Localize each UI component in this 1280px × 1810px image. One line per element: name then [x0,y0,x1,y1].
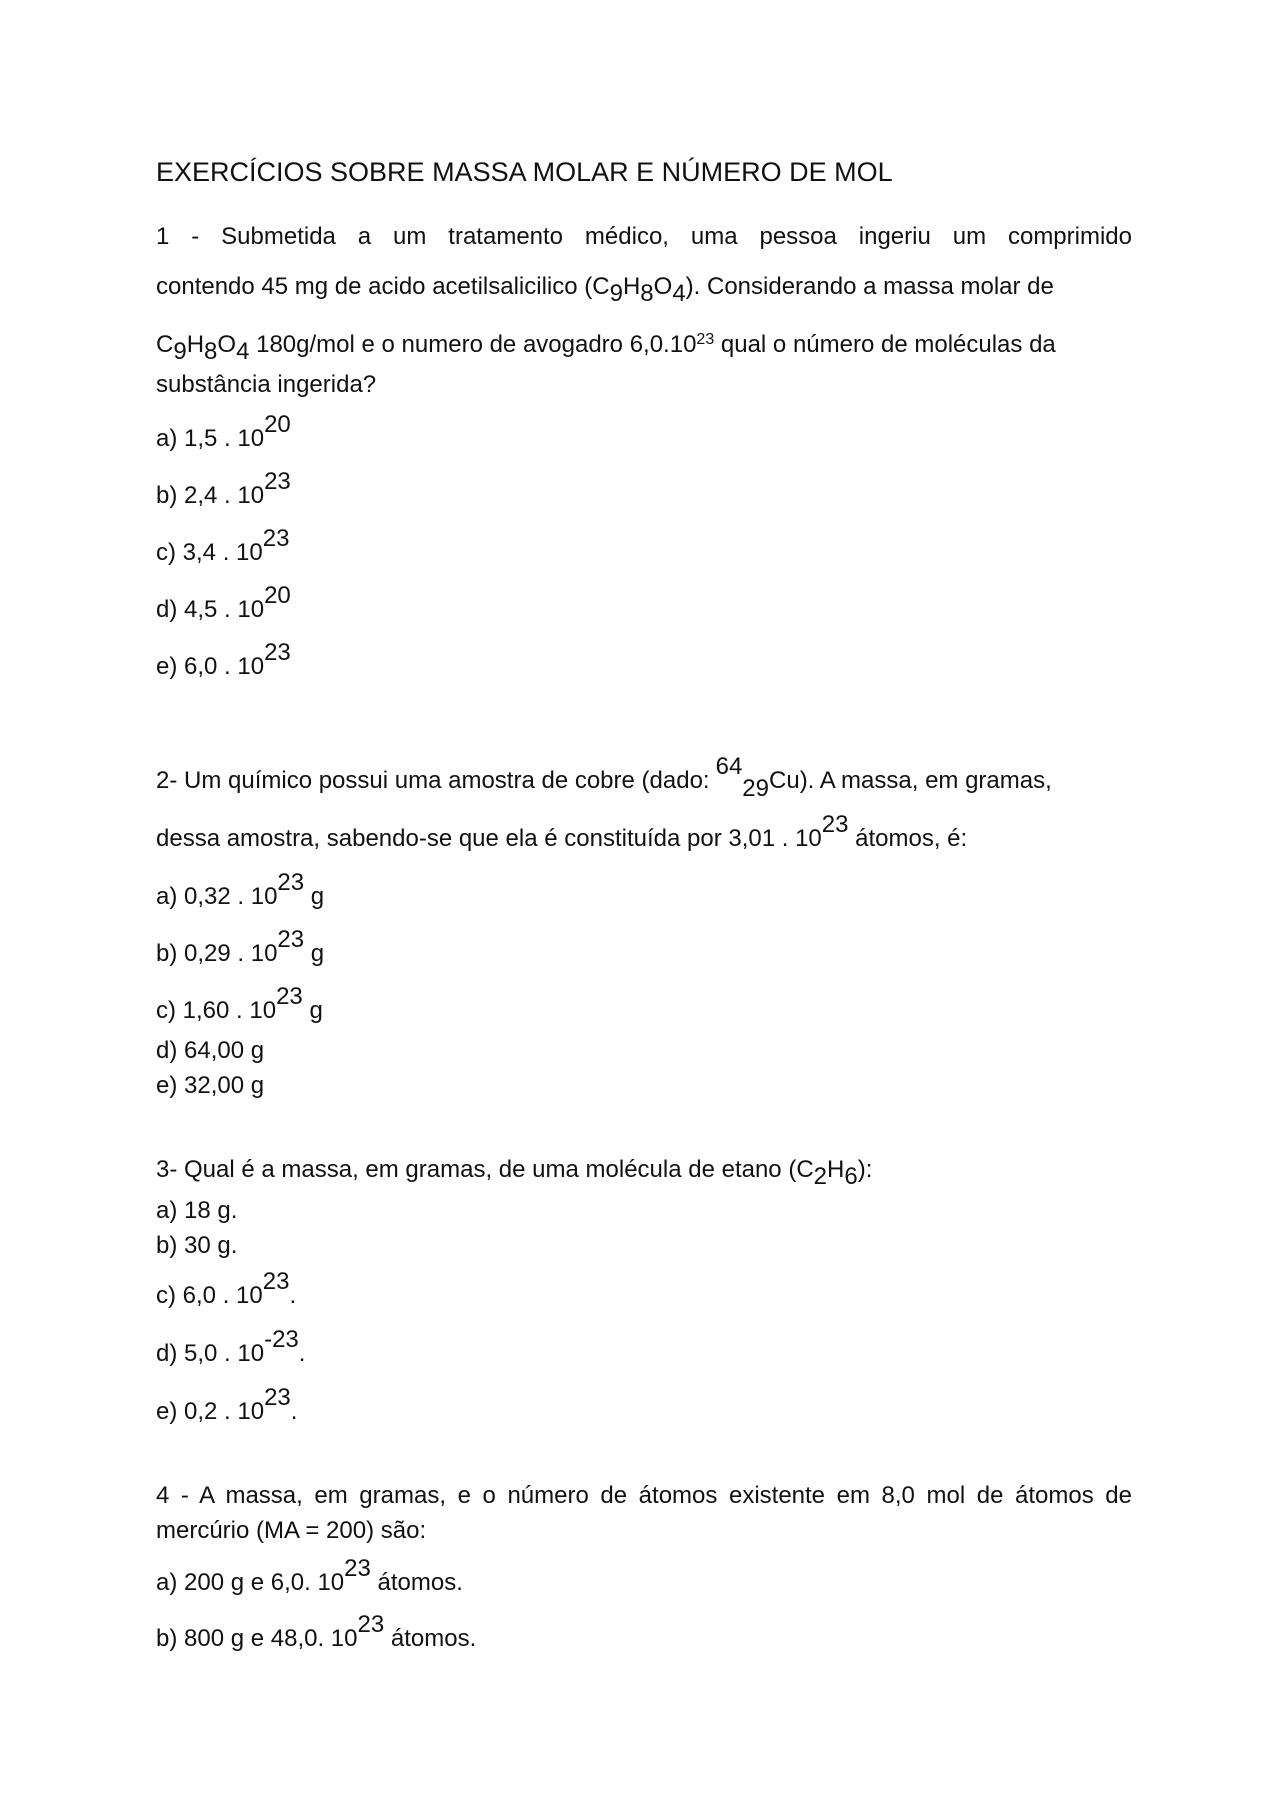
q1-line-2-text: contendo 45 mg de acido acetilsalicilico (C [156,273,610,300]
q3-option-d [156,1326,306,1369]
formula-subscript: 9 [609,280,623,307]
option-text: b) 0,29 . 10 [156,940,278,967]
q1-option-c [156,525,290,568]
q1-line-2 [156,272,1054,307]
q1-line-3 [156,330,1056,365]
exponent: 23 [277,926,305,953]
exponent: 23 [696,331,715,348]
q1-line-3-end: qual o número de moléculas da [714,331,1056,358]
formula-element: O [217,331,237,358]
q2-line-2 [156,811,968,854]
q1-line-3-text: 180g/mol e o numero de avogadro 6,0.10 [249,331,697,358]
exponent: 23 [262,1268,290,1295]
q1-option-a [156,411,291,454]
mass-number: 64 [715,753,743,780]
element-symbol: Cu [769,767,800,794]
q3-option-b: b) 30 g. [156,1232,238,1259]
q1-line-1: 1 - Submetida a um tratamento médico, uma pessoa ingeriu um comprimido [156,223,1132,250]
exponent: 23 [264,639,291,666]
option-text: d) 4,5 . 10 [156,596,265,623]
exponent: 23 [357,1611,385,1638]
exponent: 23 [264,468,291,495]
exponent: 23 [276,983,303,1010]
q1-line-2-end: ). Considerando a massa molar de [685,273,1054,300]
option-text: c) 1,60 . 10 [156,997,277,1024]
unit: átomos. [384,1625,477,1652]
exponent: 23 [264,1384,291,1411]
formula-subscript: 8 [204,338,218,365]
exponent: 23 [821,811,849,838]
page-title: EXERCÍCIOS SOBRE MASSA MOLAR E NÚMERO DE MOL [156,157,893,187]
q2-option-e: e) 32,00 g [156,1072,265,1099]
option-text: a) 1,5 . 10 [156,425,265,452]
formula-subscript: 4 [236,338,250,365]
formula-element: H [827,1156,845,1183]
q4-option-b [156,1611,477,1654]
q2-line-1 [156,753,1052,802]
option-text: e) 0,2 . 10 [156,1398,265,1425]
q2-option-a [156,869,325,912]
option-text: e) 6,0 . 10 [156,653,265,680]
formula-subscript: 4 [672,280,686,307]
unit: g [304,883,325,910]
option-text: c) 3,4 . 10 [156,539,263,566]
formula-subscript: 8 [640,280,654,307]
q2-option-b [156,926,325,969]
q2-option-d: d) 64,00 g [156,1037,265,1064]
option-text: a) 0,32 . 10 [156,883,278,910]
formula-element: H [186,331,205,358]
q2-line-2-text: dessa amostra, sabendo-se que ela é constituída por 3,01 . 10 [156,825,822,852]
option-text: b) 800 g e 48,0. 10 [156,1625,358,1652]
q4-line-2: mercúrio (MA = 200) são: [156,1517,427,1544]
q1-option-d [156,582,291,625]
exponent: 23 [262,525,290,552]
unit: g [302,997,323,1024]
option-text: c) 6,0 . 10 [156,1282,263,1309]
unit: . [289,1282,297,1309]
unit: g [304,940,325,967]
q4-line-1: 4 - A massa, em gramas, e o número de átomos existente em 8,0 mol de átomos de [156,1482,1132,1509]
q3-option-a: a) 18 g. [156,1197,238,1224]
q2-line-2-end: átomos, é: [848,825,968,852]
q1-line-4: substância ingerida? [156,371,377,398]
q2-option-c [156,983,323,1026]
exponent: 23 [344,1555,371,1582]
exponent: 20 [264,411,291,438]
atomic-number: 29 [742,775,769,802]
q3-option-c [156,1268,297,1311]
q1-option-e [156,639,291,682]
exponent: 20 [264,582,291,609]
unit: átomos. [370,1569,463,1596]
formula-element: O [653,273,673,300]
option-text: d) 5,0 . 10 [156,1340,265,1367]
q2-line-1-text: 2- Um químico possui uma amostra de cobre (dado: [156,767,710,794]
q4-option-a [156,1555,463,1598]
q3-line-1-text: 3- Qual é a massa, em gramas, de uma molécula de etano (C [156,1156,814,1183]
option-text: a) 200 g e 6,0. 10 [156,1569,345,1596]
q3-option-e [156,1384,298,1427]
q2-line-1-end: ). A massa, em gramas, [799,767,1052,794]
unit: . [298,1340,306,1367]
option-text: b) 2,4 . 10 [156,482,265,509]
formula-element: C [156,331,174,358]
q3-line-1-end: ): [857,1156,873,1183]
formula-subscript: 9 [173,338,187,365]
formula-subscript: 6 [844,1163,858,1190]
formula-subscript: 2 [813,1163,828,1190]
q3-line-1 [156,1155,873,1190]
q1-option-b [156,468,291,511]
formula-element: H [622,273,641,300]
exponent: 23 [277,869,305,896]
document-page [156,0,1132,1810]
unit: . [290,1398,298,1425]
exponent: -23 [264,1326,299,1353]
